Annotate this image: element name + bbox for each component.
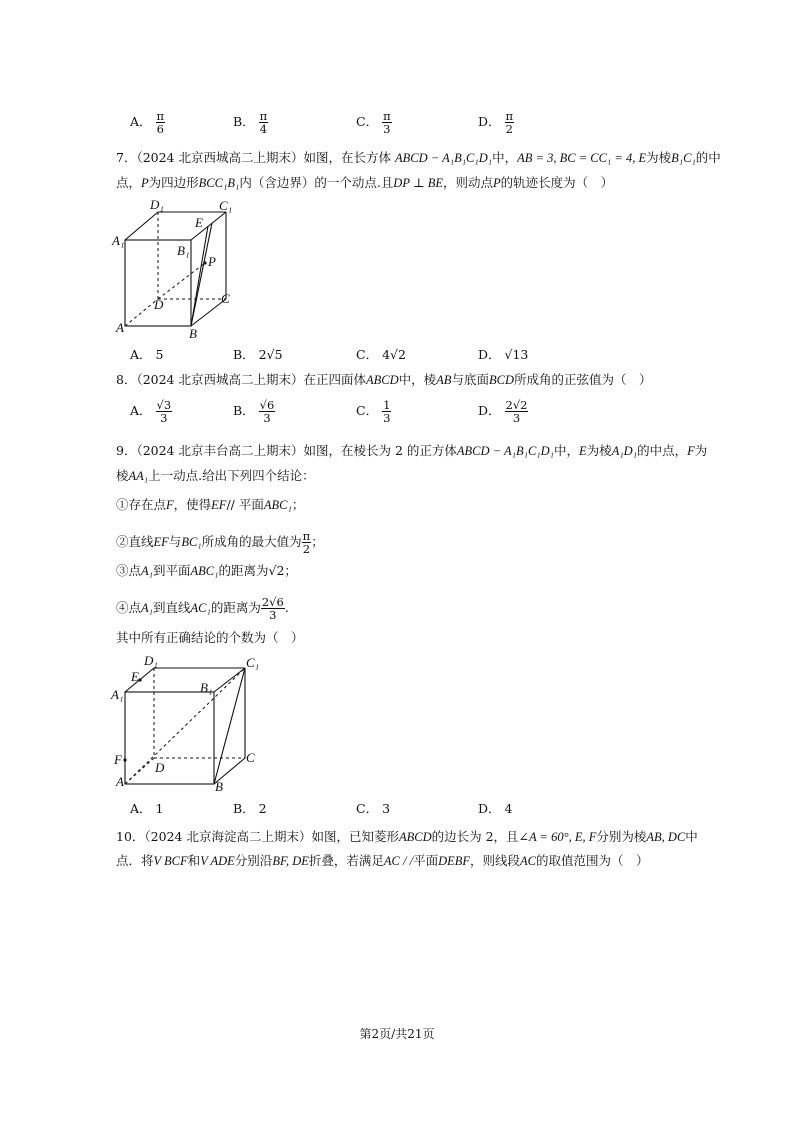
svg-text:D₁: D₁ (144, 653, 158, 668)
q8-line-1: 8．（2024 北京西城高二上期末）在正四面体ABCD中，棱AB与底面BCD所成角的正弦值为（ ） (116, 372, 652, 387)
q7-line-2: 点，P为四边形BCC₁B₁内（含边界）的一个动点.且DP ⊥ BE，则动点P的轨迹长度为（ ） (116, 175, 614, 190)
svg-text:B₁: B₁ (200, 680, 213, 695)
svg-text:C₁: C₁ (246, 655, 260, 670)
svg-text:E: E (195, 215, 203, 230)
svg-text:C₁: C₁ (219, 198, 233, 213)
q10-line-2: 点．将V BCF和V ADE分别沿BF, DE折叠，若满足AC / /平面DEBF，则线段AC的取值范围为（ ） (116, 853, 649, 868)
svg-text:B₁: B₁ (177, 243, 190, 258)
q9-line-1: 9．（2024 北京丰台高二上期末）如图，在棱长为 2 的正方体ABCD − A₁B₁C₁D₁中，E为棱A₁D₁的中点，F为 (116, 443, 708, 458)
q6-option-d: D． $\frac{\pi}{2}$ (478, 109, 514, 136)
q9-question: 其中所有正确结论的个数为（ ） (116, 630, 304, 645)
q9-statement-1: ①存在点F，使得EF// 平面ABC₁； (116, 497, 305, 512)
q10-line-1: 10．（2024 北京海淀高二上期末）如图，已知菱形ABCD的边长为 2，且∠A = 60°, E, F分别为棱AB, DC中 (116, 829, 698, 844)
svg-text:F: F (114, 752, 122, 767)
q7-cuboid-figure (108, 196, 248, 341)
svg-text:B: B (189, 326, 197, 341)
q7-option-b: B． 2√5 (233, 347, 283, 362)
q9-option-c: C． 3 (356, 801, 391, 816)
q8-option-a: A． $\frac{√3}{3}$ (130, 398, 172, 425)
svg-text:E: E (131, 669, 139, 684)
q9-statement-4: ④点A₁到直线AC₁的距离为 $\frac{2√6}{3}$ . (116, 595, 289, 622)
q7-option-d: D． √13 (478, 347, 529, 362)
q9-option-d: D． 4 (478, 801, 513, 816)
svg-text:P: P (208, 254, 216, 269)
svg-text:D: D (154, 297, 164, 312)
q7-option-c: C． 4√2 (356, 347, 406, 362)
q6-option-a: A． $\frac{\pi}{6}$ (130, 109, 165, 136)
q7-line-1: 7．（2024 北京西城高二上期末）如图，在长方体 ABCD − A₁B₁C₁D₁中，AB = 3, BC = CC₁ = 4, E为棱B₁C₁的中 (116, 150, 721, 165)
svg-text:B: B (215, 779, 223, 794)
q9-option-a: A． 1 (130, 801, 164, 816)
svg-text:C: C (221, 291, 230, 306)
q6-option-b: B． $\frac{\pi}{4}$ (233, 109, 268, 136)
svg-text:A: A (116, 774, 124, 789)
q9-cube-figure (108, 650, 268, 795)
svg-text:C: C (246, 750, 255, 765)
svg-text:A₁: A₁ (111, 687, 124, 702)
svg-text:A₁: A₁ (112, 233, 125, 248)
q9-statement-2: ②直线EF与BC₁所成角的最大值为 $\frac{\pi}{2}$ ； (116, 529, 324, 556)
q9-line-2: 棱AA₁上一动点.给出下列四个结论： (116, 468, 315, 483)
svg-text:D: D (155, 760, 165, 775)
q8-option-d: D． $\frac{2√2}{3}$ (478, 398, 528, 425)
q8-option-c: C． $\frac{1}{3}$ (356, 398, 391, 425)
page-footer: 第2页/共21页 (359, 1027, 435, 1041)
q9-option-b: B． 2 (233, 801, 267, 816)
q9-statement-3: ③点A₁到平面ABC₁的距离为√2； (116, 563, 297, 578)
q6-option-c: C． $\frac{\pi}{3}$ (356, 109, 391, 136)
q8-option-b: B． $\frac{√6}{3}$ (233, 398, 275, 425)
svg-text:A: A (116, 320, 124, 335)
q7-option-a: A． 5 (130, 347, 164, 362)
svg-text:D₁: D₁ (150, 197, 164, 212)
